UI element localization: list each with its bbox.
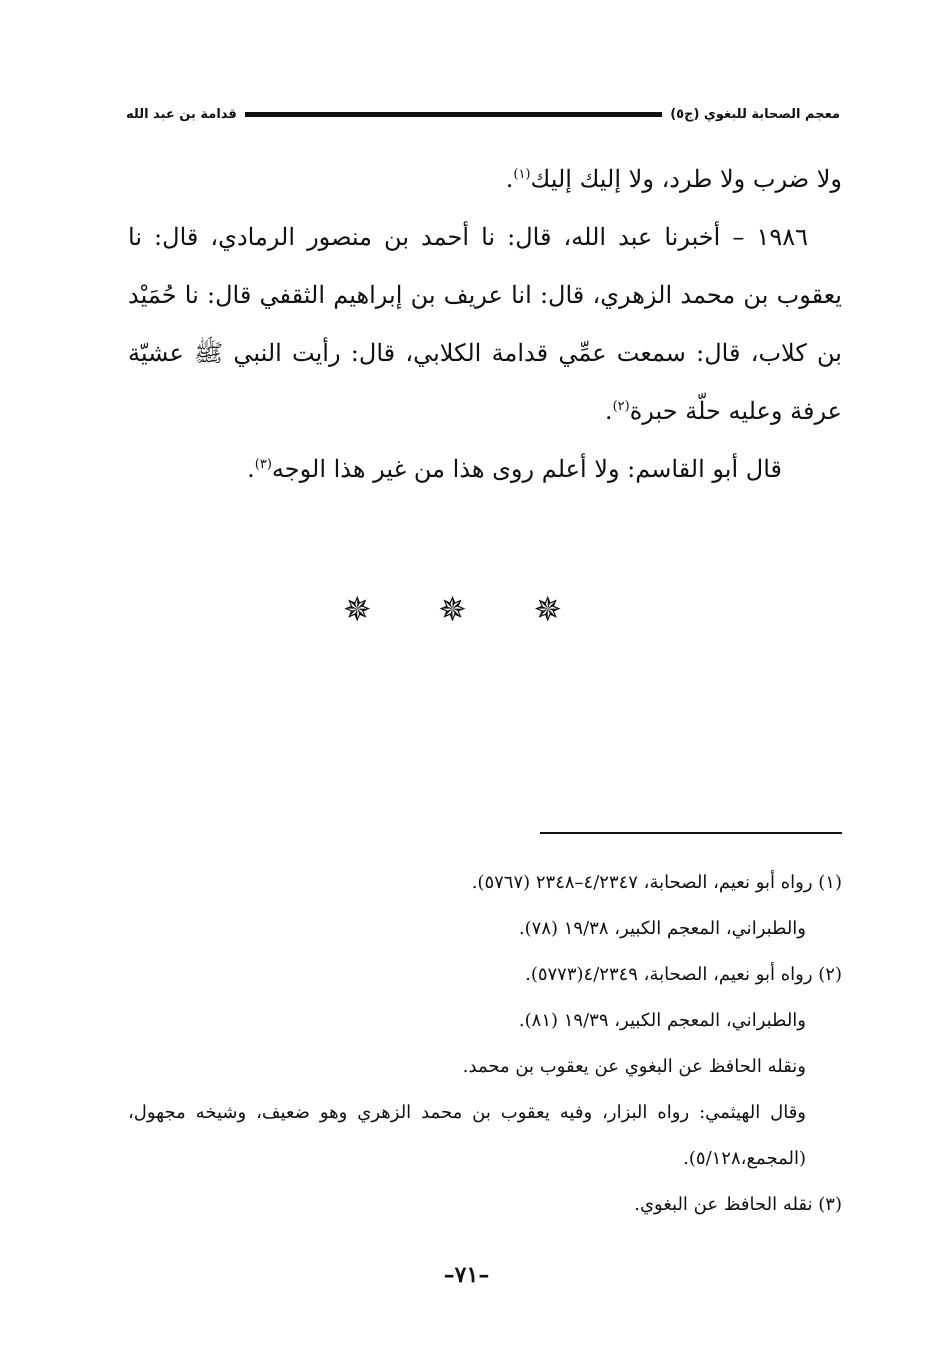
footnote-3: (٣) نقله الحافظ عن البغوي. (634, 1194, 842, 1215)
line-end-period: . (505, 165, 514, 193)
header-rule (245, 112, 662, 117)
hadith-text: ١٩٨٦ – أخبرنا عبد الله، قال: نا أحمد بن منصور الرمادي، قال: نا يعقوب بن محمد الزهري، قال: انا عريف بن إبراهيم الثقفي قال: نا حُمَيْد بن كلاب، قال: سمعت عمِّي قدامة الكلابي، قال: رأيت النبي ﷺ عشيّة عرفة وعليه حلّة حبرة (128, 223, 842, 425)
footnote-2-line-4: وقال الهيثمي: رواه البزار، وفيه يعقوب بن محمد الزهري وهو ضعيف، وشيخه مجهول، (المجمع،٥/١٢٨). (128, 1102, 806, 1169)
footnote-2-line-3: ونقله الحافظ عن البغوي عن يعقوب بن محمد. (462, 1056, 806, 1077)
text-line-ending-content: ولا ضرب ولا طرد، ولا إليك إليك (530, 165, 842, 193)
main-text (128, 150, 842, 498)
text-line-ending (128, 150, 842, 208)
footnote-ref-2: (٢) (612, 399, 630, 414)
author-comment (128, 440, 842, 498)
page-number: –٧١– (443, 1262, 490, 1288)
comment-end-period: . (247, 455, 255, 483)
section-separator-stars: ✵ ✵ ✵ (342, 590, 591, 630)
header-book-title: معجم الصحابة للبغوي (ج٥) (670, 106, 840, 122)
footnote-2-line-2: والطبراني، المعجم الكبير، ١٩/٣٩ (٨١). (518, 1010, 806, 1031)
footnote-2-line-1: (٢) رواه أبو نعيم، الصحابة، ٤/٢٣٤٩(٥٧٧٣). (525, 964, 842, 985)
footnote-1-line-2: والطبراني، المعجم الكبير، ١٩/٣٨ (٧٨). (518, 918, 806, 939)
hadith-end-period: . (604, 397, 613, 425)
header-entry-name: قدامة بن عبد الله (126, 106, 237, 122)
author-comment-text: قال أبو القاسم: ولا أعلم روى هذا من غير هذا الوجه (271, 455, 782, 483)
footnote-rule (540, 832, 842, 834)
footnotes (128, 860, 842, 1228)
footnote-ref-3: (٣) (254, 457, 272, 472)
footnote-1-line-1: (١) رواه أبو نعيم، الصحابة، ٤/٢٣٤٧–٢٣٤٨ (٥٧٦٧). (471, 872, 842, 893)
footnote-ref-1: (١) (513, 167, 531, 182)
running-header (126, 99, 840, 129)
hadith-paragraph (128, 208, 842, 440)
